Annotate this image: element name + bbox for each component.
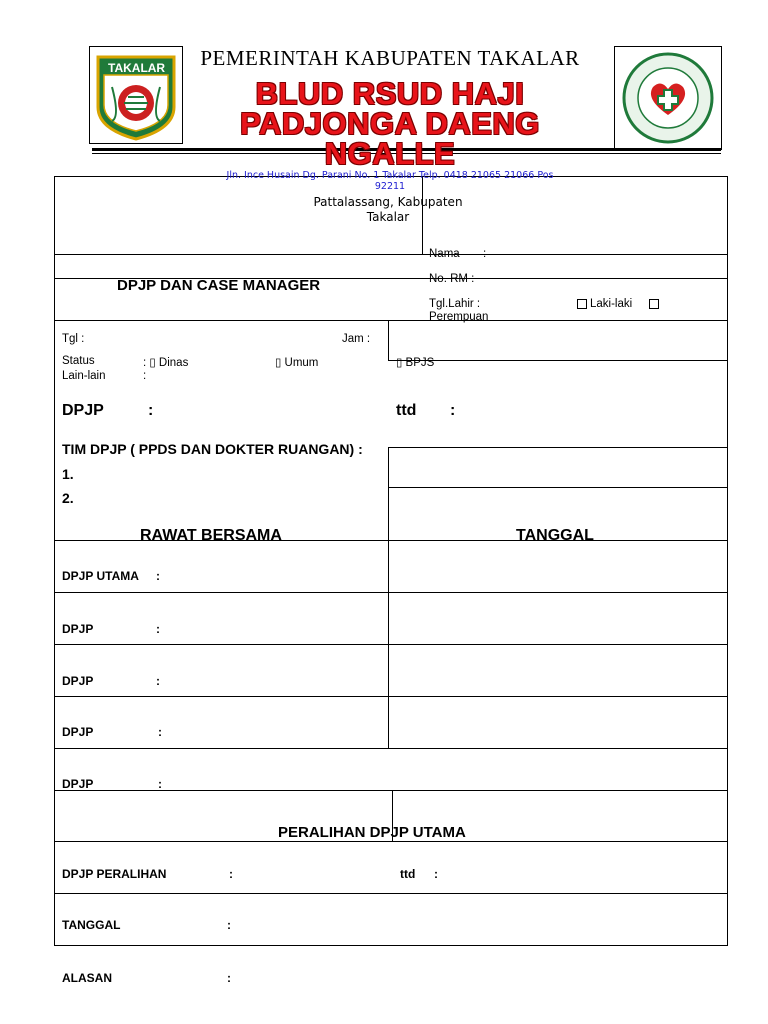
hospital-emblem-icon (615, 47, 721, 149)
joint-care-date-title: TANGGAL (516, 527, 594, 544)
joint-care-row-3-colon: : (156, 674, 160, 688)
joint-care-row-4-label: DPJP (62, 725, 94, 739)
female-checkbox[interactable] (649, 299, 659, 309)
transfer-ttd-label: ttd (400, 867, 416, 881)
dpjp-ttd-colon: : (450, 402, 456, 419)
transfer-title: PERALIHAN DPJP UTAMA (278, 824, 466, 841)
transfer-dpjp-label: DPJP PERALIHAN (62, 867, 167, 881)
male-label: Laki-laki (590, 298, 633, 310)
form-title: DPJP DAN CASE MANAGER (117, 277, 321, 294)
row-line-447 (388, 447, 728, 448)
gender-female-checkbox[interactable] (649, 298, 662, 310)
row-line-893 (54, 893, 728, 894)
dpjp-label: DPJP (62, 402, 104, 419)
joint-care-row-1-colon: : (156, 569, 160, 583)
left-logo-text: TAKALAR (108, 61, 166, 75)
right-logo-frame (614, 46, 722, 150)
table-border-left (54, 176, 55, 946)
team-item-1: 1. (62, 466, 74, 482)
transfer-ttd-colon: : (434, 867, 438, 881)
row-line-644 (54, 644, 728, 645)
visit-divider-v (388, 320, 389, 360)
dpjp-ttd-label: ttd (396, 402, 417, 419)
transfer-dpjp-colon: : (229, 867, 233, 881)
joint-care-row-3-label: DPJP (62, 674, 94, 688)
transfer-date-label: TANGGAL (62, 918, 121, 932)
transfer-reason-colon: : (227, 971, 231, 985)
table-border-right (727, 176, 728, 946)
team-divider-v (388, 447, 389, 749)
location-line-2: Takalar (366, 210, 410, 224)
government-title: PEMERINTAH KABUPATEN TAKALAR (200, 46, 580, 70)
joint-care-row-4-colon: : (158, 725, 162, 739)
location-line-1: Pattalassang, Kabupaten (313, 195, 463, 209)
patient-name-label: Nama (429, 248, 460, 260)
joint-care-row-1-label: DPJP UTAMA (62, 569, 139, 583)
hospital-name-line-3: NGALLE (324, 136, 456, 171)
row-line-592 (54, 592, 728, 593)
hospital-name-line-2: PADJONGA DAENG (240, 106, 540, 141)
status-bpjs-option[interactable]: ▯ BPJS (396, 357, 435, 369)
joint-care-title: RAWAT BERSAMA (140, 527, 282, 544)
visit-time-label: Jam : (342, 333, 371, 345)
hospital-name-line-1: BLUD RSUD HAJI (255, 76, 525, 111)
patient-name-colon: : (483, 248, 487, 260)
patient-dob-label: Tgl.Lahir : (429, 298, 481, 310)
row-line-696 (54, 696, 728, 697)
gender-male-option[interactable] (577, 298, 632, 310)
address-line-1: Jln. Ince Husain Dg. Parani No. 1 Takalar Telp. 0418 21065 21066 Pos (226, 170, 554, 181)
address-text (190, 170, 590, 192)
address-line-2: 92211 (374, 181, 406, 192)
dpjp-colon: : (148, 402, 154, 419)
status-label: Status (62, 355, 95, 367)
row-line-790 (54, 790, 728, 791)
other-label: Lain-lain (62, 370, 106, 382)
joint-care-row-2-label: DPJP (62, 622, 94, 636)
row-line-841 (54, 841, 728, 842)
visit-date-label: Tgl : (62, 333, 85, 345)
status-umum-option[interactable]: ▯ Umum (275, 357, 319, 369)
transfer-reason-label: ALASAN (62, 971, 112, 985)
patient-rm-label: No. RM : (429, 273, 475, 285)
team-label: TIM DPJP ( PPDS DAN DOKTER RUANGAN) : (62, 441, 363, 457)
joint-care-row-5-label: DPJP (62, 777, 94, 791)
team-item-2: 2. (62, 490, 74, 506)
row-line-748 (54, 748, 728, 749)
transfer-date-colon: : (227, 918, 231, 932)
gender-female-label: Perempuan (429, 311, 489, 323)
joint-care-row-2-colon: : (156, 622, 160, 636)
row-line-320 (54, 320, 728, 321)
other-colon: : (143, 370, 147, 382)
row-line-360 (388, 360, 728, 361)
joint-care-row-5-colon: : (158, 777, 162, 791)
status-dinas-option[interactable]: : ▯ Dinas (143, 357, 189, 369)
table-border-bottom (54, 945, 728, 946)
male-checkbox[interactable] (577, 299, 587, 309)
row-line-487 (388, 487, 728, 488)
row-line-254 (54, 254, 728, 255)
